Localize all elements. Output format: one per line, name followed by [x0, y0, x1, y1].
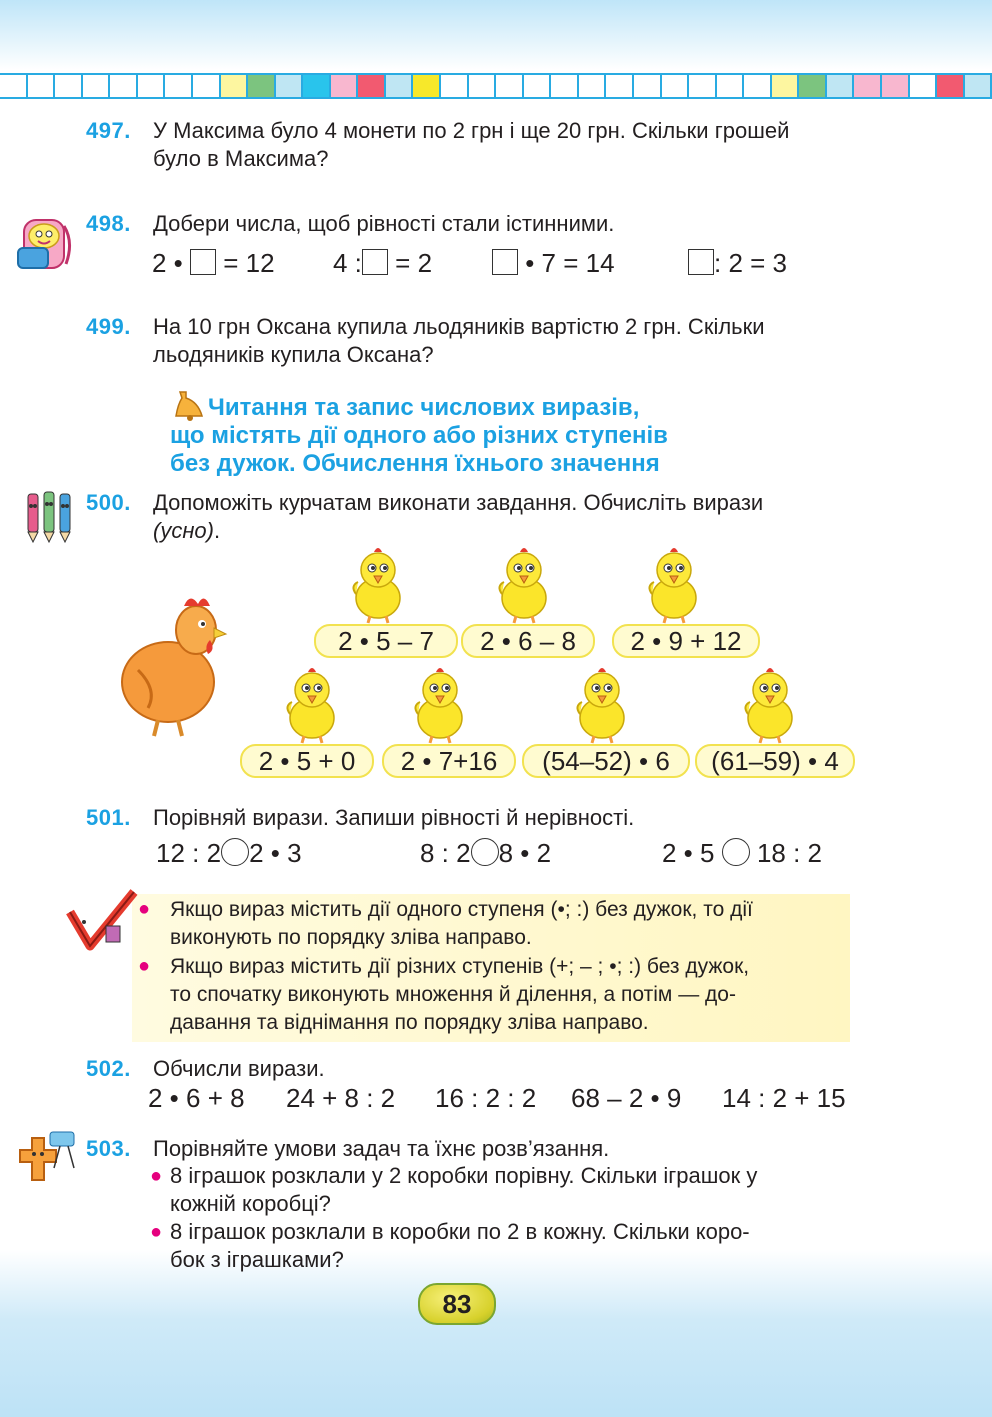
- problem-499-number: 499.: [86, 314, 131, 339]
- strip-cell: [165, 75, 193, 97]
- section-heading-line2: що містять дії одного або різних ступенів: [170, 422, 668, 449]
- strip-cell: [854, 75, 882, 97]
- equation-4: [688, 248, 787, 279]
- rule-1-line2: виконують по порядку зліва направо.: [170, 926, 532, 949]
- strip-cell: [689, 75, 717, 97]
- strip-cell: [55, 75, 83, 97]
- comparison-1-right: 2 • 3: [249, 838, 302, 868]
- strip-cell: [524, 75, 552, 97]
- expression-pill: 2 • 7+16: [382, 744, 516, 778]
- problem-497-line2: було в Максима?: [153, 146, 329, 171]
- expression: 24 + 8 : 2: [286, 1083, 396, 1113]
- pencils-icon: [18, 488, 80, 544]
- rule-2-line3: давання та віднімання по порядку зліва направо.: [170, 1011, 649, 1034]
- strip-cell: [910, 75, 938, 97]
- problem-503-bullet-1-line2: кожній коробці?: [170, 1191, 331, 1216]
- answer-box-2[interactable]: [362, 249, 388, 275]
- chick-illustration: [572, 666, 632, 744]
- expression: 16 : 2 : 2: [435, 1083, 537, 1113]
- equation-2-right: = 2: [395, 248, 433, 278]
- equation-2: [333, 248, 432, 279]
- expression-pill: 2 • 6 – 8: [461, 624, 595, 658]
- problem-501-number: 501.: [86, 805, 131, 830]
- strip-cell: [662, 75, 690, 97]
- strip-cell: [83, 75, 111, 97]
- comparison-3-left: 2 • 5: [662, 838, 715, 868]
- strip-cell: [717, 75, 745, 97]
- strip-cell: [965, 75, 992, 97]
- problem-501-text: Порівняй вирази. Запиши рівності й нерівності.: [153, 805, 635, 830]
- decorative-strip: [0, 73, 992, 99]
- strip-cell: [799, 75, 827, 97]
- answer-box-1[interactable]: [190, 249, 216, 275]
- problem-502-number: 502.: [86, 1056, 131, 1081]
- comparison-1: [156, 838, 302, 869]
- backpack-icon: [14, 212, 76, 272]
- expression: 68 – 2 • 9: [571, 1083, 682, 1113]
- checkmark-icon: [64, 888, 138, 952]
- expression-pill: (54–52) • 6: [522, 744, 690, 778]
- expression-pill: 2 • 9 + 12: [612, 624, 760, 658]
- strip-cell: [882, 75, 910, 97]
- rule-1-line1: Якщо вираз містить дії одного ступеня (•; :) без дужок, то дії: [170, 898, 753, 921]
- problem-499-text: [153, 313, 765, 369]
- rule-1: [170, 896, 753, 952]
- problem-498-text: Добери числа, щоб рівності стали істинними.: [153, 211, 615, 236]
- strip-cell: [386, 75, 414, 97]
- equation-2-left: 4 :: [333, 248, 362, 278]
- section-heading-line1: Читання та запис числових виразів,: [208, 394, 640, 421]
- problem-497-text: [153, 117, 789, 173]
- strip-cell: [413, 75, 441, 97]
- answer-box-4[interactable]: [688, 249, 714, 275]
- comparison-2: [420, 838, 551, 869]
- problem-503-bullet-1-line1: 8 іграшок розклали у 2 коробки порівну. Скільки іграшок у: [170, 1163, 758, 1188]
- equation-3-right: • 7 = 14: [525, 248, 615, 278]
- strip-cell: [634, 75, 662, 97]
- expression-pill: (61–59) • 4: [695, 744, 855, 778]
- compare-circle-2[interactable]: [471, 838, 499, 866]
- equation-3: [492, 248, 615, 279]
- comparison-2-right: 8 • 2: [498, 838, 552, 868]
- strip-cell: [303, 75, 331, 97]
- problem-503-text: Порівняйте умови задач та їхнє розв’язання.: [153, 1136, 610, 1161]
- strip-cell: [358, 75, 386, 97]
- strip-cell: [110, 75, 138, 97]
- expression-pill: 2 • 5 + 0: [240, 744, 374, 778]
- strip-cell: [441, 75, 469, 97]
- problem-499-line1: На 10 грн Оксана купила льодяників вартістю 2 грн. Скільки: [153, 314, 765, 339]
- comparison-1-left: 12 : 2: [156, 838, 222, 868]
- chick-illustration: [282, 666, 342, 744]
- problem-503-number: 503.: [86, 1136, 131, 1161]
- strip-cell: [469, 75, 497, 97]
- strip-cell: [827, 75, 855, 97]
- equation-1-right: = 12: [223, 248, 275, 278]
- chick-illustration: [348, 546, 408, 624]
- rule-2: [170, 953, 749, 1037]
- problem-500-line2: [153, 517, 763, 545]
- compare-circle-1[interactable]: [221, 838, 249, 866]
- answer-box-3[interactable]: [492, 249, 518, 275]
- expression: 2 • 6 + 8: [148, 1083, 245, 1113]
- equation-4-right: : 2 = 3: [714, 248, 787, 278]
- expression-pill: 2 • 5 – 7: [314, 624, 458, 658]
- comparison-3: [662, 838, 822, 869]
- problem-497-line1: У Максима було 4 монети по 2 грн і ще 20 грн. Скільки грошей: [153, 118, 790, 143]
- section-heading: [170, 394, 668, 478]
- problem-503-bullet-2-line2: бок з іграшками?: [170, 1247, 344, 1272]
- problem-503-bullet-2-line1: 8 іграшок розклали в коробки по 2 в кожну. Скільки коро-: [170, 1219, 750, 1244]
- problem-497-number: 497.: [86, 118, 131, 143]
- problem-500-line2-end: .: [214, 518, 221, 543]
- bullet-icon: ●: [138, 955, 151, 977]
- chick-illustration: [740, 666, 800, 744]
- equation-1-left: 2 •: [152, 248, 183, 278]
- hen-illustration: [118, 590, 228, 740]
- plus-sign-character-icon: [14, 1128, 80, 1190]
- strip-cell: [248, 75, 276, 97]
- bullet-icon: ●: [150, 1165, 163, 1187]
- problem-503-bullet-1: [170, 1162, 757, 1218]
- problem-500-text: [153, 489, 763, 545]
- strip-cell: [744, 75, 772, 97]
- strip-cell: [193, 75, 221, 97]
- compare-circle-3[interactable]: [722, 838, 750, 866]
- rule-2-line1: Якщо вираз містить дії різних ступенів (+; – ; •; :) без дужок,: [170, 955, 750, 978]
- comparison-2-left: 8 : 2: [420, 838, 471, 868]
- chick-illustration: [644, 546, 704, 624]
- problem-500-line1: Допоможіть курчатам виконати завдання. Обчисліть вирази: [153, 490, 764, 515]
- problem-502-text: Обчисли вирази.: [153, 1056, 325, 1081]
- strip-cell: [276, 75, 304, 97]
- section-heading-line3: без дужок. Обчислення їхнього значення: [170, 450, 660, 477]
- strip-cell: [937, 75, 965, 97]
- strip-cell: [496, 75, 524, 97]
- rule-2-line2: то спочатку виконують множення й ділення, а потім — до-: [170, 983, 736, 1006]
- problem-498-number: 498.: [86, 211, 131, 236]
- bullet-icon: ●: [150, 1221, 163, 1243]
- chick-illustration: [494, 546, 554, 624]
- expression: 14 : 2 + 15: [722, 1083, 846, 1113]
- strip-cell: [772, 75, 800, 97]
- bullet-icon: ●: [138, 898, 151, 920]
- strip-cell: [331, 75, 359, 97]
- strip-cell: [606, 75, 634, 97]
- strip-cell: [0, 75, 28, 97]
- problem-499-line2: льодяників купила Оксана?: [153, 342, 434, 367]
- page-number: 83: [418, 1283, 496, 1325]
- problem-500-oral-note: (усно): [153, 518, 214, 543]
- comparison-3-right: 18 : 2: [756, 838, 823, 868]
- strip-cell: [28, 75, 56, 97]
- problem-503-bullet-2: [170, 1218, 750, 1274]
- equation-1: [152, 248, 275, 279]
- strip-cell: [221, 75, 249, 97]
- strip-cell: [138, 75, 166, 97]
- problem-500-number: 500.: [86, 490, 131, 515]
- chick-illustration: [410, 666, 470, 744]
- strip-cell: [551, 75, 579, 97]
- strip-cell: [579, 75, 607, 97]
